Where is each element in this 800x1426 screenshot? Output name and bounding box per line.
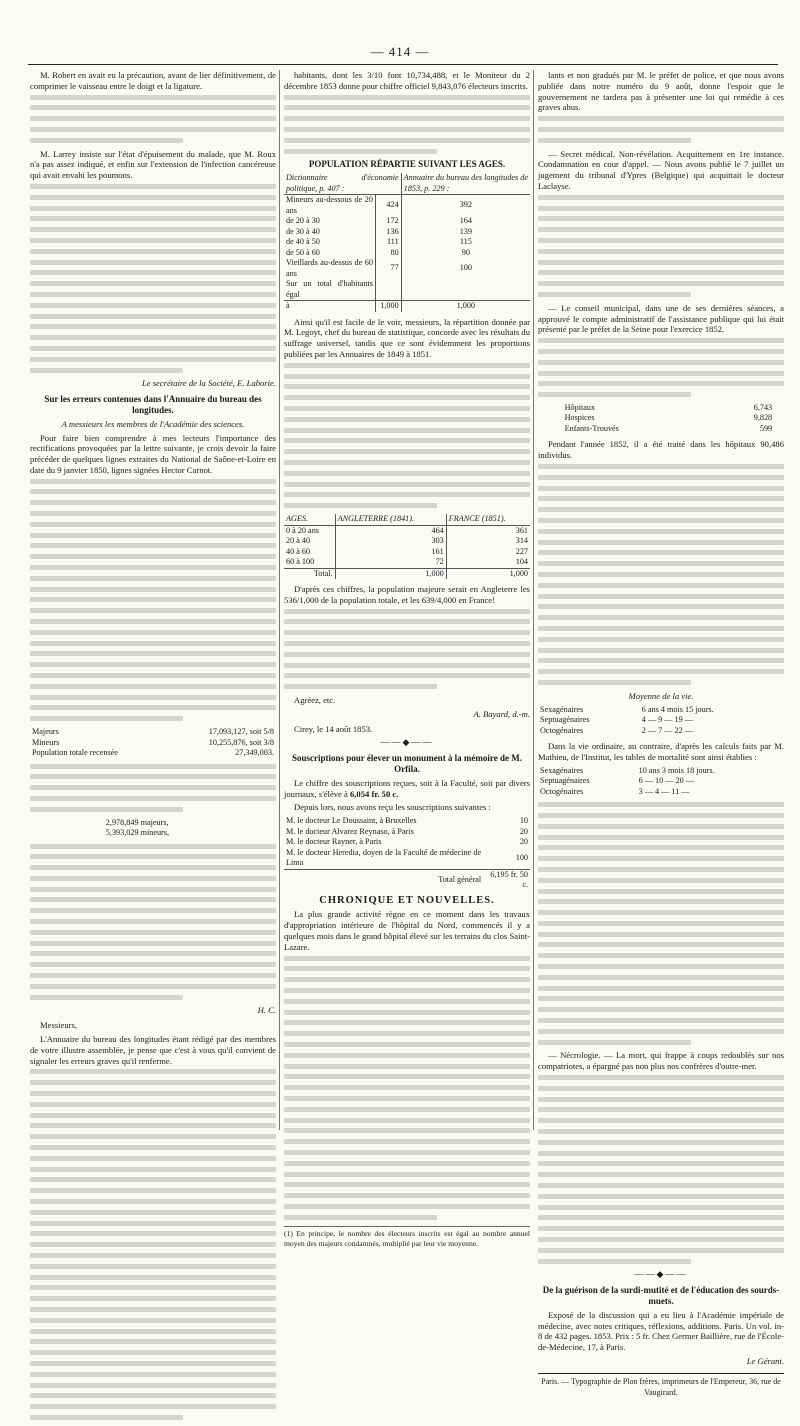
table-value: 27,349,003. <box>235 748 274 758</box>
table-cell: 314 <box>515 536 528 546</box>
table-cell: Octogénaires <box>540 725 584 735</box>
table-row <box>284 227 530 238</box>
subscriber-amount: 20 <box>519 826 528 836</box>
article-heading: De la guérison de la surdi-mutité et de l'éducation des sourds-muets. <box>542 1285 780 1306</box>
table-cell: à <box>284 301 375 312</box>
table-cell: 136 <box>375 227 401 238</box>
footnote: (1) En principe, le nombre des électeurs inscrits est égal au nombre annuel moyen des majeurs condamnés, multiplié par leur vie moyenne. <box>284 1226 530 1251</box>
table-cell: 20 à 40 <box>284 536 335 547</box>
population-by-age-table <box>284 173 530 312</box>
subscriber-amount: 6,195 fr. 50 c. <box>483 869 530 891</box>
paragraph: Dans la vie ordinaire, au contraire, d'après les calculs faits par M. Mathieu, de l'Institut, les tables de mortalité sont ainsi établies : <box>538 741 784 762</box>
table-cell <box>401 279 530 301</box>
table-cell: 72 <box>335 557 446 568</box>
subscriber-name: M. le docteur Alvarez Reynaso, à Paris <box>286 826 414 836</box>
section-ornament: ——◆—— <box>634 1269 688 1280</box>
table-cell: Septuagénaires <box>540 715 590 725</box>
signature-bayard: A. Bayard, d.-m. <box>473 708 530 719</box>
life-expectancy-table-2 <box>538 766 784 798</box>
header-rule <box>28 64 778 65</box>
table-cell: 111 <box>375 237 401 248</box>
table-cell: 104 <box>515 557 528 567</box>
table-cell <box>375 279 401 301</box>
paragraph: D'après ces chiffres, la population majeure serait en Angleterre les 536/1,000 de la population totale, et les 639/4,000 en France! <box>284 584 530 605</box>
table-cell: 172 <box>375 216 401 227</box>
table-row <box>284 816 530 827</box>
column-left <box>30 70 276 1426</box>
column-middle <box>284 70 530 1250</box>
table-row <box>284 216 530 227</box>
table-value: 10,255,876, soit 3/8 <box>208 737 274 747</box>
subscriber-amount: 10 <box>519 816 528 826</box>
table-cell: 139 <box>459 226 472 236</box>
table-row <box>563 403 775 414</box>
table-cell: 77 <box>375 258 401 279</box>
table-row <box>538 766 784 777</box>
page-number: — 414 — <box>370 44 430 59</box>
table-cell: de 30 à 40 <box>284 227 375 238</box>
table-cell: 424 <box>375 195 401 217</box>
body-text-lines <box>538 116 784 143</box>
table-cell: Octogénaires <box>540 786 584 796</box>
article-heading: Souscriptions pour élever un monument à la mémoire de M. Orfila. <box>292 753 522 774</box>
table-cell: 164 <box>459 216 472 226</box>
table-header: Annuaire du bureau des longitudes de 1853, p. 229 : <box>401 173 530 195</box>
table-cell: 40 à 60 <box>284 547 335 558</box>
table-cell: 227 <box>515 546 528 556</box>
table-cell: 2 — 7 — 22 — <box>641 725 693 735</box>
table-cell: 1,000 <box>446 568 530 579</box>
body-text-lines <box>30 184 276 373</box>
hospital-stats-table <box>563 403 775 435</box>
table-cell: 361 <box>515 525 528 535</box>
table-label: Mineurs <box>32 737 60 747</box>
article-subheading: A messieurs les membres de l'Académie des sciences. <box>61 418 245 429</box>
body-text-lines <box>284 956 530 1220</box>
subscriber-name: M. le docteur Rayner, à Paris <box>286 837 382 847</box>
body-text-lines <box>284 363 530 508</box>
stat-value: 599 <box>759 423 773 433</box>
table-row <box>563 413 775 424</box>
table-cell: 3 — 4 — 11 — <box>638 786 690 796</box>
table-row <box>284 547 530 558</box>
section-heading: POPULATION RÉPARTIE SUIVANT LES AGES. <box>308 159 506 170</box>
column-right <box>538 70 784 1398</box>
subscriber-amount: 100 <box>515 852 528 862</box>
table-row <box>284 258 530 279</box>
table-cell: Total. <box>284 568 335 579</box>
paragraph: Exposé de la discussion qui a eu lieu à l'Académie impériale de médecine, avec notes critiques, réflexions, additions. Paris. Un vol. in-8 de 432 pages. 1853. Prix : 5 fr. Chez Germer Baillière, rue de l'École-de-Médecine, 17, à Paris. <box>538 1309 784 1353</box>
body-text-lines <box>284 95 530 154</box>
paragraph: M. Larrey insiste sur l'état d'épuisement du malade, que M. Roux n'a pas assez indiqué, et enfin sur l'extension de l'infection cancéreuse qui avait envahi les poumons. <box>30 148 276 181</box>
table-row <box>284 237 530 248</box>
table-cell: Septuagénaires <box>540 776 590 786</box>
table-row <box>284 536 530 547</box>
table-cell: de 50 à 60 <box>284 248 375 259</box>
place-date: Cirey, le 14 août 1853. <box>294 723 373 734</box>
subscriber-name: Total général <box>284 869 483 891</box>
table-cell: 1,000 <box>335 568 446 579</box>
table-cell: 6 ans 4 mois 15 jours. <box>641 704 714 714</box>
table-row <box>538 715 784 726</box>
paragraph: Depuis lors, nous avons reçu les souscriptions suivantes : <box>294 802 491 813</box>
table-row <box>284 557 530 568</box>
table-row <box>284 279 530 301</box>
life-expectancy-table-1 <box>538 705 784 737</box>
table-cell: 100 <box>459 263 472 273</box>
table-cell: de 20 à 30 <box>284 216 375 227</box>
subscriber-amount: 20 <box>519 837 528 847</box>
body-text-lines <box>30 764 276 812</box>
life-expectancy-heading: Moyenne de la vie. <box>628 690 694 701</box>
stat-label: Hôpitaux <box>564 402 596 412</box>
paragraph: Ainsi qu'il est facile de le voir, messieurs, la répartition donnée par M. Legoyt, chef du bureau de statistique, concorde avec les résultats du suffrage universel, tandis que ce sont évidemment les proportions publiées par les Annuaires de 1849 à 1851. <box>284 316 530 360</box>
table-value: 17,093,127, soit 5/8 <box>208 727 274 737</box>
body-text-lines <box>30 1069 276 1420</box>
table-cell: 0 à 20 ans <box>284 525 335 536</box>
table-cell: 115 <box>459 237 472 247</box>
column-rule-2 <box>533 70 534 1130</box>
majors-minors-table <box>104 818 252 839</box>
table-row <box>284 248 530 259</box>
paragraph: lants et non gradués par M. le préfet de police, et que nous avons publiée dans notre numéro du 9 août, donne l'espoir que le gouvernement ne tardera pas à présenter une loi qui remédie à ces graves abus. <box>538 70 784 113</box>
table-cell: 392 <box>459 200 472 210</box>
table-value: 5,393,029 mineurs, <box>105 828 170 837</box>
stat-label: Hospices <box>564 413 595 423</box>
england-france-age-table <box>284 514 530 579</box>
table-cell: Mineurs au-dessous de 20 ans <box>284 195 375 217</box>
table-row <box>538 726 784 737</box>
table-cell: 6 — 10 — 20 — <box>638 776 694 786</box>
paragraph: Messieurs, <box>40 1020 77 1031</box>
paragraph: — Secret médical. Non-révélation. Acquittement en 1re instance. Condamnation en cour d'appel. — Nous avons publié le 7 juillet un jugement du tribunal d'Ypres (Belgique) qui acquittait le docteur Laclayse. <box>538 148 784 191</box>
column-rule-1 <box>279 70 280 1130</box>
table-header: Dictionnaire d'économie politique, p. 407 : <box>284 173 401 195</box>
body-text-lines <box>30 479 276 722</box>
table-cell: Sur un total d'habitants égal <box>284 279 375 301</box>
paragraph: — Le conseil municipal, dans une de ses dernières séances, a approuvé le compte administratif de l'assistance publique qui lui était présenté par le préfet de la Seine pour l'exercice 1852. <box>538 302 784 335</box>
printer-imprint: Paris. — Typographie de Plon frères, imprimeurs de l'Empereur, 36, rue de Vaugirard. <box>538 1373 784 1399</box>
table-row <box>563 424 775 435</box>
table-header: ANGLETERRE (1841). <box>335 514 446 525</box>
table-row <box>538 776 784 787</box>
body-text-lines <box>284 609 530 690</box>
table-cell: 303 <box>335 536 446 547</box>
table-row <box>284 827 530 838</box>
stat-label: Enfants-Trouvés <box>564 423 619 433</box>
table-cell: 4 — 9 — 19 — <box>641 715 693 725</box>
electorate-table <box>30 727 276 759</box>
table-row <box>284 525 530 536</box>
table-cell: 60 à 100 <box>284 557 335 568</box>
signature-hc: H. C. <box>257 1005 276 1016</box>
subscriber-name: M. le docteur Heredia, doyen de la Faculté de médecine de Lima <box>286 847 482 868</box>
paragraph: habitants, dont les 3/10 font 10,734,488, et le Moniteur du 2 décembre 1853 donne pour chiffre officiel 9,843,076 électeurs inscrits. <box>284 70 530 91</box>
paragraph: Agréez, etc. <box>294 694 336 705</box>
table-cell: 80 <box>375 248 401 259</box>
table-row <box>284 869 530 891</box>
table-cell: 464 <box>335 525 446 536</box>
body-text-lines <box>538 802 784 1045</box>
table-row <box>284 848 530 870</box>
table-row <box>284 195 530 217</box>
table-row <box>284 568 530 579</box>
body-text-lines <box>538 464 784 685</box>
subscriptions-table <box>284 816 530 891</box>
table-cell: Vieillards au-dessus de 60 ans <box>284 258 375 279</box>
table-cell: 90 <box>461 247 470 257</box>
body-text-lines <box>30 95 276 143</box>
table-cell: 1,000 <box>401 301 530 312</box>
table-label: Majeurs <box>32 727 59 737</box>
table-label: Population totale recensée <box>32 748 118 758</box>
table-cell: 161 <box>335 547 446 558</box>
gerant-signature: Le Gérant. <box>746 1355 784 1366</box>
body-text-lines <box>538 1075 784 1264</box>
table-row <box>284 837 530 848</box>
table-row <box>538 787 784 798</box>
subscription-total: 6,054 fr. 50 c. <box>349 788 399 799</box>
article-heading: Sur les erreurs contenues dans l'Annuaire du bureau des longitudes. <box>44 394 262 415</box>
subscriber-name: M. le docteur Le Doussaint, à Bruxelles <box>286 816 417 826</box>
body-text-lines <box>538 338 784 397</box>
table-row <box>284 301 530 312</box>
table-row <box>538 705 784 716</box>
body-text-lines <box>538 195 784 297</box>
table-cell: Sexagénaires <box>540 765 584 775</box>
body-text-lines <box>30 844 276 1000</box>
paragraph: L'Annuaire du bureau des longitudes étant rédigé par des membres de votre illustre assemblée, je pense que c'est à vous qu'il convient de signaler les erreurs graves qu'il renferme. <box>30 1034 276 1066</box>
table-cell: de 40 à 50 <box>284 237 375 248</box>
paragraph: Pour faire bien comprendre à mes lecteurs l'importance des rectifications provoquées par la lettre suivante, je crois devoir la faire précéder de quelques lignes extraites du National de Saône-et-Loire en date du 9 janvier 1850, lignes signées Hector Carnot. <box>30 432 276 475</box>
table-value: 2,978,849 majeurs, <box>105 817 169 827</box>
stat-value: 6,743 <box>753 402 773 412</box>
secretary-signature: Le secrétaire de la Société, E. Laborie. <box>141 378 276 389</box>
stat-value: 9,828 <box>753 413 773 423</box>
table-cell: Sexagénaires <box>540 704 584 714</box>
paragraph: Le chiffre des souscriptions reçues, soit à la Faculté, soit par divers journaux, s'élève à 6,054 fr. 50 c. <box>284 777 530 799</box>
table-header: AGES. <box>284 514 335 525</box>
paragraph: M. Robert en avait eu la précaution, avant de lier définitivement, de comprimer le vaisseau entre le doigt et la ligature. <box>30 70 276 91</box>
table-cell: 10 ans 3 mois 18 jours. <box>638 765 715 775</box>
paragraph: Pendant l'année 1852, il a été traité dans les hôpitaux 90,486 individus. <box>538 439 784 461</box>
section-heading: CHRONIQUE ET NOUVELLES. <box>319 894 495 906</box>
paragraph: La plus grande activité règne en ce moment dans les travaux d'appropriation intérieure de l'hôpital du Nord, commencés il y a quelques mois dans le grand hôpital élevé sur les terrains du clos Saint-Lazare. <box>284 909 530 952</box>
table-cell: 1,000 <box>375 301 401 312</box>
section-ornament: ——◆—— <box>380 737 434 748</box>
paragraph: — Nécrologie. — La mort, qui frappe à coups redoublés sur nos compatriotes, a épargné pas non plus nos confrères d'outre-mer. <box>538 1050 784 1072</box>
table-header: FRANCE (1851). <box>446 514 530 525</box>
